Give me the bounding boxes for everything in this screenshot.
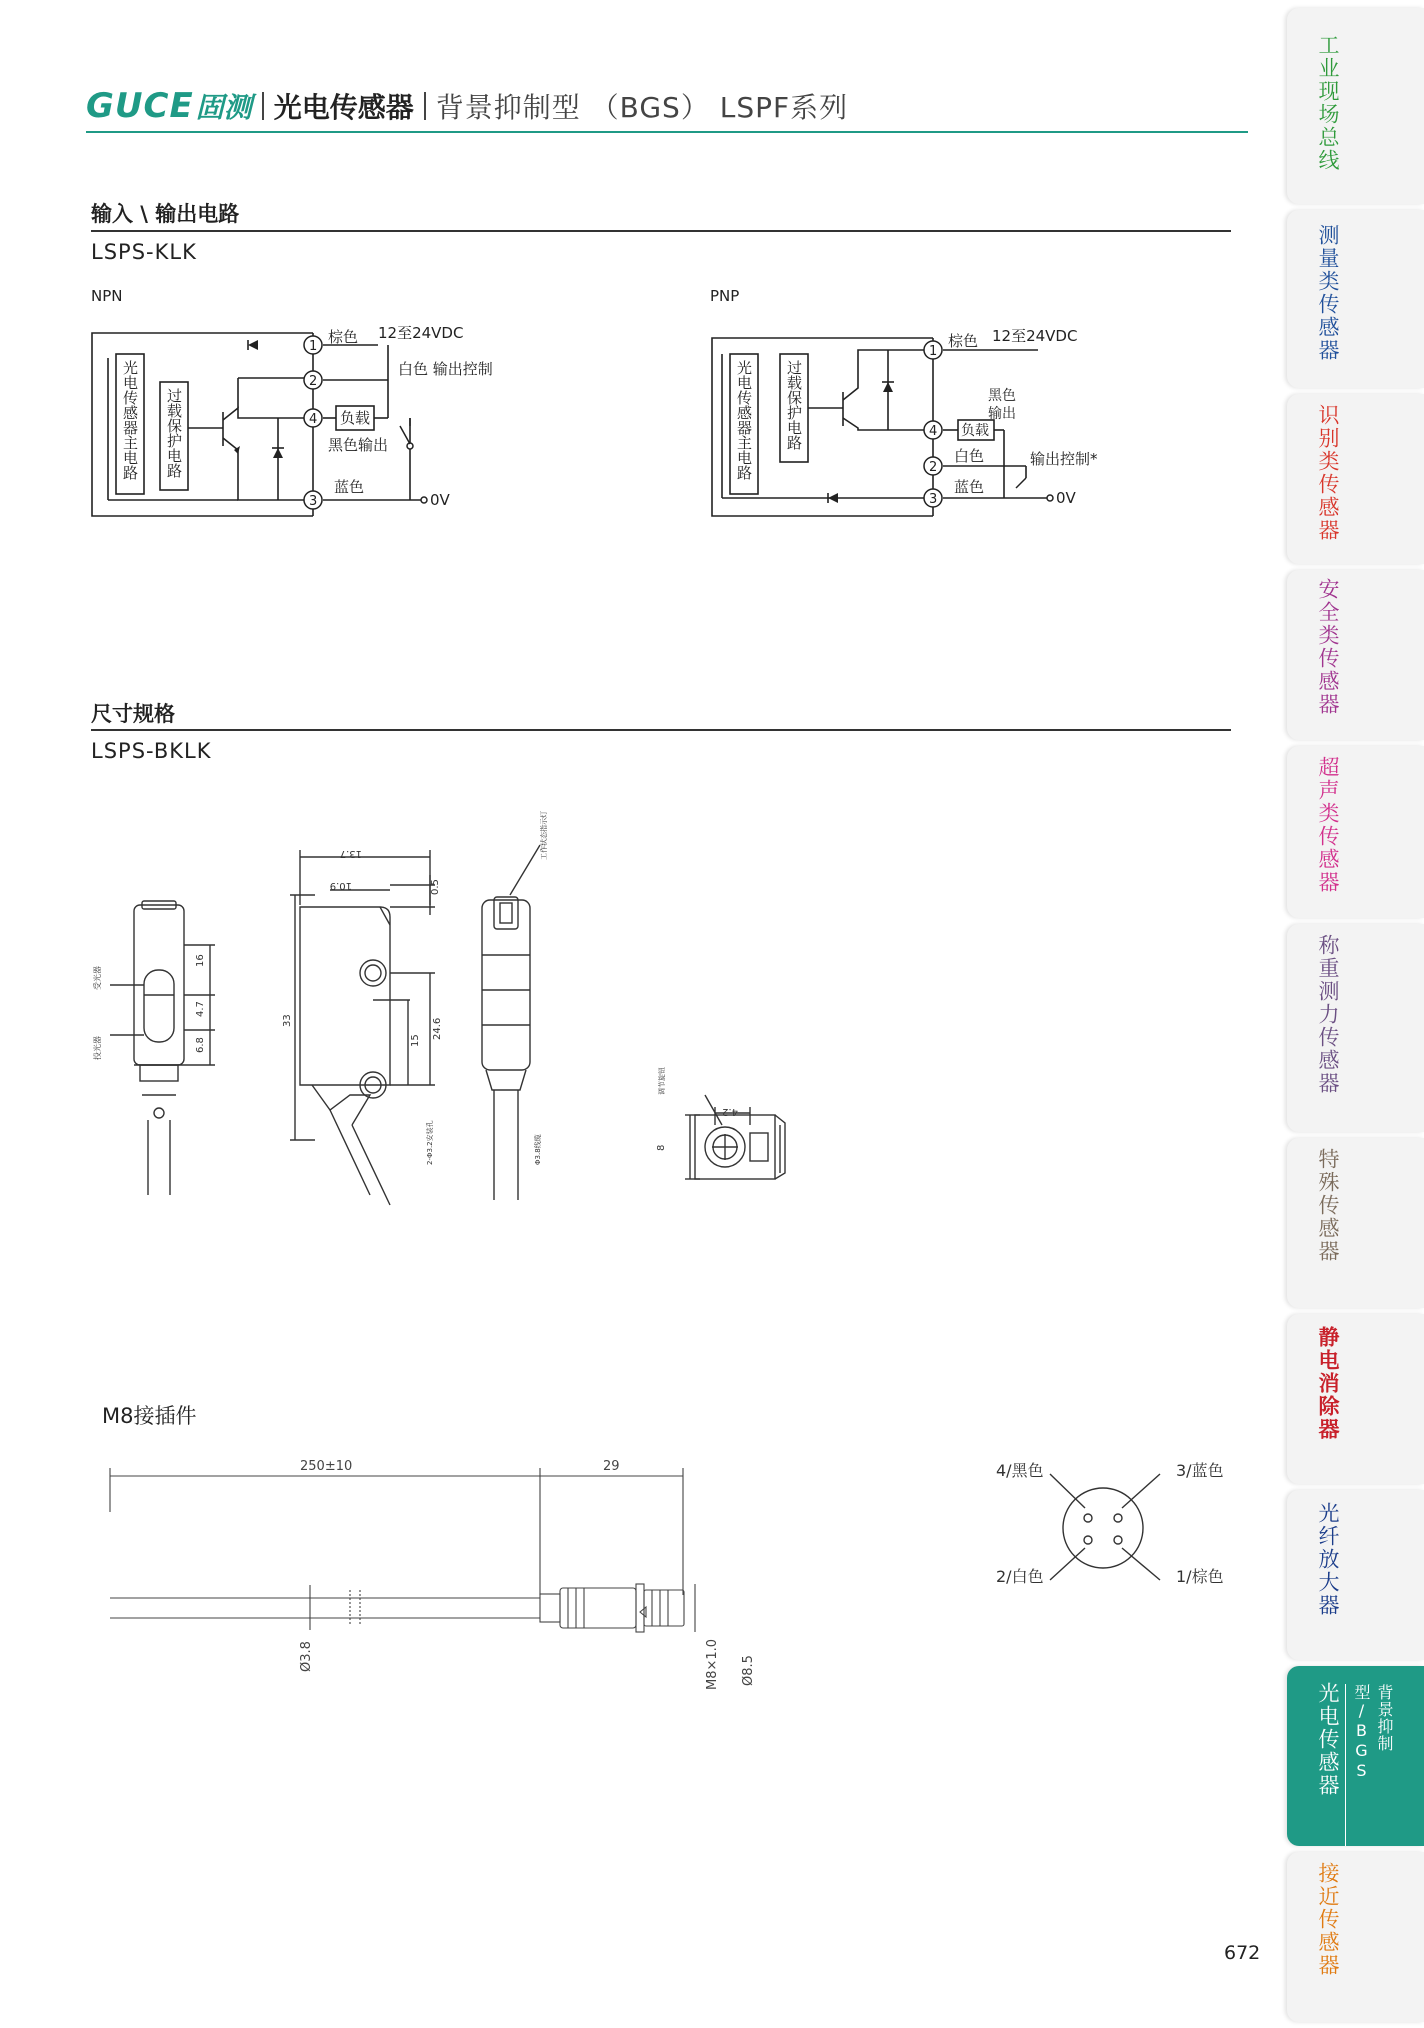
io-section-rule <box>91 230 1231 232</box>
npn-pin-2: 2 <box>309 374 318 389</box>
pin-3-label: 3/蓝色 <box>1176 1461 1224 1480</box>
dim-85: Ø8.5 <box>741 1655 756 1686</box>
category-tabs <box>1287 0 1424 2028</box>
npn-main-circuit-label: 光电传感器主电路 <box>121 360 139 480</box>
pnp-pin-4: 4 <box>929 424 938 439</box>
pnp-zero-label: 0V <box>1056 489 1076 507</box>
pnp-brown-label: 棕色 <box>948 332 979 350</box>
npn-pin-4: 4 <box>309 412 318 427</box>
tab-safety[interactable]: 安全类传感器 <box>1287 570 1424 740</box>
pnp-white-label: 白色 <box>954 447 985 465</box>
dim-section-rule <box>91 729 1231 731</box>
header-rule <box>86 131 1248 133</box>
pnp-label: PNP <box>710 287 740 305</box>
tab-fieldbus[interactable]: 工业现场总线 <box>1287 8 1424 204</box>
tab-photoelectric[interactable]: 光电传感器 背景抑制型/BGS <box>1287 1666 1424 1846</box>
tab-ultrasonic[interactable]: 超声类传感器 <box>1287 746 1424 918</box>
tab-special[interactable]: 特殊传感器 <box>1287 1138 1424 1308</box>
pnp-protect-circuit-label: 过载保护电路 <box>785 360 803 450</box>
npn-load-label: 负载 <box>340 409 371 427</box>
dim-05: 0.5 <box>430 879 441 895</box>
dim-15: 15 <box>410 1034 421 1047</box>
pnp-out-label: 输出 <box>988 406 1016 422</box>
tab-identification[interactable]: 识别类传感器 <box>1287 394 1424 564</box>
pnp-load-label: 负载 <box>961 423 989 439</box>
lbl-mount-hole: 2-Φ3.2安装孔 <box>426 1120 434 1165</box>
dim-38: Ø3.8 <box>299 1641 314 1672</box>
dim-m8: M8×1.0 <box>705 1638 720 1690</box>
pnp-blue-label: 蓝色 <box>954 478 985 496</box>
npn-label: NPN <box>91 287 123 305</box>
tab-proximity[interactable]: 接近传感器 <box>1287 1852 1424 2022</box>
dim-68: 6.8 <box>195 1037 206 1053</box>
npn-pin-3: 3 <box>309 494 318 509</box>
pin-4-label: 4/黑色 <box>996 1461 1044 1480</box>
lbl-receiver: 投光器 <box>93 1036 102 1060</box>
dim-section-title: 尺寸规格 <box>91 702 175 726</box>
npn-zero-label: 0V <box>430 491 450 509</box>
pnp-supply-label: 12至24VDC <box>992 327 1078 345</box>
npn-black-out-label: 黑色输出 <box>328 436 389 454</box>
lbl-knob: 调节旋钮 <box>658 1067 666 1095</box>
dim-8: 8 <box>656 1144 667 1151</box>
tab-measurement[interactable]: 测量类传感器 <box>1287 210 1424 388</box>
io-model: LSPS-KLK <box>91 240 197 264</box>
dim-250: 250±10 <box>300 1459 353 1474</box>
pnp-black-label: 黑色 <box>988 388 1016 404</box>
dimension-drawing <box>90 795 810 1215</box>
npn-pin-1: 1 <box>309 339 318 354</box>
npn-circuit-diagram <box>88 318 518 523</box>
m8-connector-drawing <box>100 1450 780 1710</box>
m8-pinout-diagram <box>990 1450 1250 1600</box>
lbl-indicator: 工作状态指示灯 <box>540 811 548 860</box>
pnp-pin-3: 3 <box>929 492 938 507</box>
pnp-pin-1: 1 <box>929 344 938 359</box>
header-subtitle: 背景抑制型 （BGS） LSPF系列 <box>435 91 849 124</box>
npn-blue-label: 蓝色 <box>334 478 365 496</box>
lbl-emitter: 受光器 <box>93 966 102 990</box>
dim-42: 4.2 <box>722 1106 738 1117</box>
dim-16: 16 <box>195 954 206 967</box>
npn-white-ctrl-label: 白色 输出控制 <box>398 360 493 378</box>
header-separator <box>262 92 264 120</box>
page-header <box>86 84 848 128</box>
pnp-pin-2: 2 <box>929 460 938 475</box>
pnp-circuit-diagram <box>708 318 1138 523</box>
lbl-cable: Φ3.8线缆 <box>534 1134 542 1165</box>
npn-brown-label: 棕色 <box>328 328 359 346</box>
dim-33: 33 <box>282 1014 293 1027</box>
pnp-main-circuit-label: 光电传感器主电路 <box>735 360 753 480</box>
dim-246: 24.6 <box>432 1017 443 1040</box>
page-number: 672 <box>1224 1942 1261 1964</box>
brand-logo: GUCE <box>86 86 194 126</box>
dim-47: 4.7 <box>195 1001 206 1017</box>
brand-logo-cn: 固测 <box>195 91 252 124</box>
io-section-title: 输入 \ 输出电路 <box>91 202 240 226</box>
dim-109: 10.9 <box>329 880 352 891</box>
dim-137: 13.7 <box>339 848 362 859</box>
npn-supply-label: 12至24VDC <box>378 324 464 342</box>
pin-2-label: 2/白色 <box>996 1567 1044 1586</box>
tab-static-eliminator[interactable]: 静电消除器 <box>1287 1314 1424 1484</box>
npn-diode-icon <box>248 340 258 350</box>
dim-model: LSPS-BKLK <box>91 739 212 763</box>
npn-protect-circuit-label: 过载保护电路 <box>165 388 183 478</box>
dim-29: 29 <box>603 1459 620 1474</box>
tab-weighing[interactable]: 称重测力传感器 <box>1287 924 1424 1132</box>
header-category: 光电传感器 <box>273 91 414 124</box>
m8-section-title: M8接插件 <box>102 1404 197 1428</box>
pnp-ctrl-label: 输出控制* <box>1030 450 1098 468</box>
header-separator <box>424 92 426 120</box>
tab-fiber-amplifier[interactable]: 光纤放大器 <box>1287 1490 1424 1660</box>
pin-1-label: 1/棕色 <box>1176 1567 1224 1586</box>
